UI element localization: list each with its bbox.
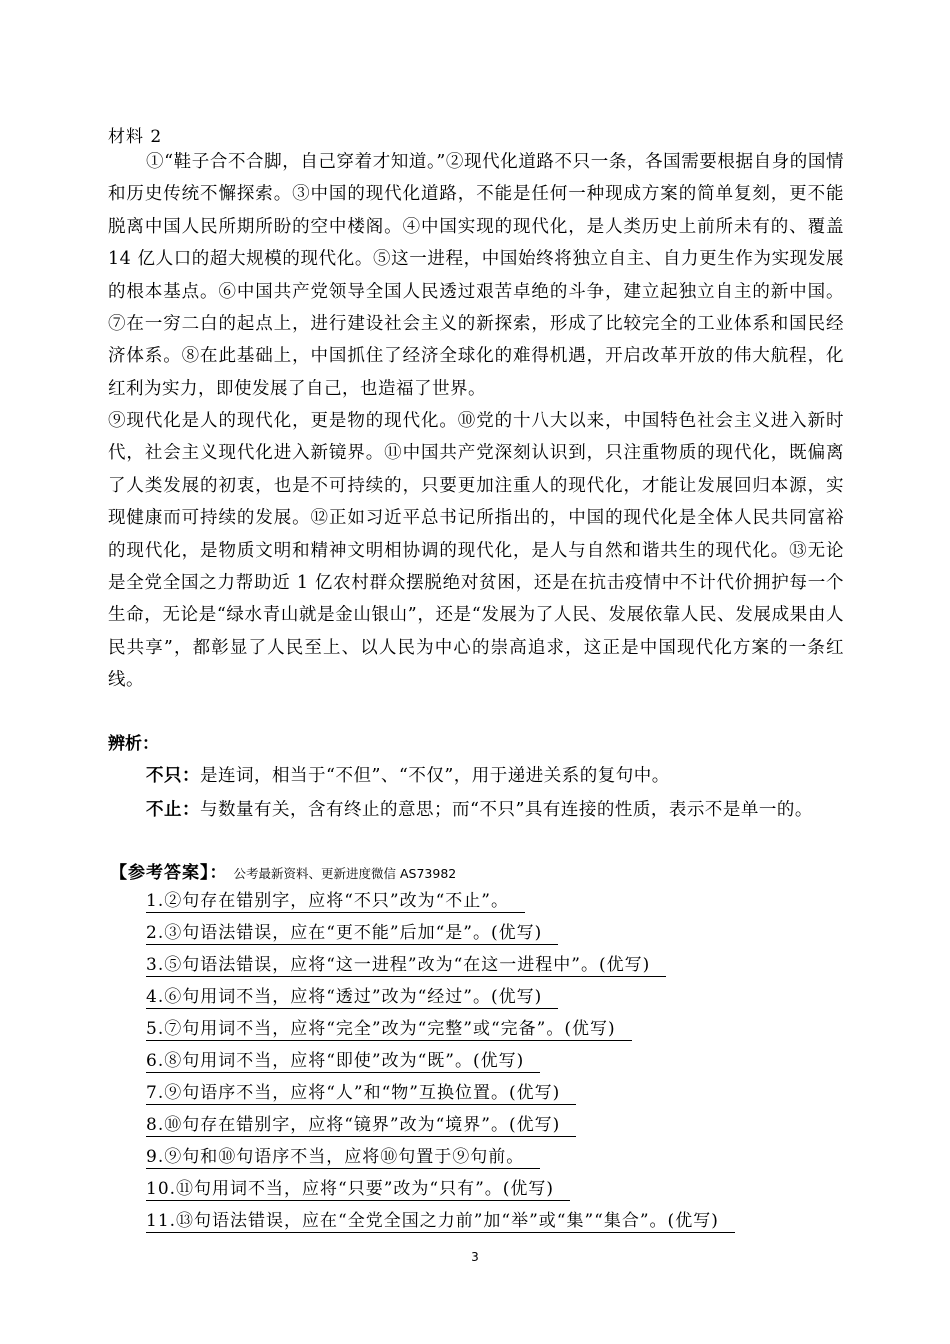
answers-title: 【参考答案】： bbox=[110, 863, 228, 883]
term-buzhi-stop: 不止： bbox=[146, 800, 200, 820]
answer-item: 4.⑥句用词不当，应将“透过”改为“经过”。(优写) bbox=[146, 984, 735, 1016]
answers-header bbox=[110, 858, 456, 883]
definition-buzhi-stop: 与数量有关，含有终止的意思；而“不只”具有连接的性质，表示不是单一的。 bbox=[200, 800, 813, 820]
analysis-definition-2 bbox=[146, 796, 813, 821]
answers-list bbox=[146, 888, 735, 1240]
material-paragraph-1: ①“鞋子合不合脚，自己穿着才知道。”②现代化道路不只一条，各国需要根据自身的国情和历史传统不懈探索。③中国的现代化道路，不能是任何一种现成方案的简单复刻，更不能脱离中国人民所期所盼的空中楼阁。④中国实现的现代化，是人类历史上前所未有的、覆盖 14 亿人口的超大规模的现代化。⑤这一进程，中国始终将独立自主、自力更生作为实现发展的根本基点。⑥中国共产党领导全国人民透过艰苦卓绝的斗争，建立起独立自主的新中国。⑦在一穷二白的起点上，进行建设社会主义的新探索，形成了比较完全的工业体系和国民经济体系。⑧在此基础上，中国抓住了经济全球化的难得机遇，开启改革开放的伟大航程，化红利为实力，即使发展了自己，也造福了世界。 bbox=[108, 152, 844, 399]
answer-item: 1.②句存在错别字，应将“不只”改为“不止”。 bbox=[146, 888, 735, 920]
material-heading: 材料 2 bbox=[108, 127, 163, 147]
answer-item: 8.⑩句存在错别字，应将“镜界”改为“境界”。(优写) bbox=[146, 1112, 735, 1144]
material-paragraph-2: ⑨现代化是人的现代化，更是物的现代化。⑩党的十八大以来，中国特色社会主义进入新时代，社会主义现代化进入新镜界。⑪中国共产党深刻认识到，只注重物质的现代化，既偏离了人类发展的初衷，也是不可持续的，只要更加注重人的现代化，才能让发展回归本源，实现健康而可持续的发展。⑫正如习近平总书记所指出的，中国的现代化是全体人民共同富裕的现代化，是物质文明和精神文明相协调的现代化，是人与自然和谐共生的现代化。⑬无论是全党全国之力帮助近 1 亿农村群众摆脱绝对贫困，还是在抗击疫情中不计代价拥护每一个生命，无论是“绿水青山就是金山银山”，还是“发展为了人民、发展依靠人民、发展成果由人民共享”，都彰显了人民至上、以人民为中心的崇高追求，这正是中国现代化方案的一条红线。 bbox=[108, 411, 844, 691]
definition-buzhi: 是连词，相当于“不但”、“不仅”，用于递进关系的复句中。 bbox=[200, 766, 670, 786]
answer-item: 9.⑨句和⑩句语序不当，应将⑩句置于⑨句前。 bbox=[146, 1144, 735, 1176]
answer-item: 7.⑨句语序不当，应将“人”和“物”互换位置。(优写) bbox=[146, 1080, 735, 1112]
answer-item: 5.⑦句用词不当，应将“完全”改为“完整”或“完备”。(优写) bbox=[146, 1016, 735, 1048]
analysis-title: 辨析： bbox=[108, 734, 159, 754]
answer-item: 10.⑪句用词不当，应将“只要”改为“只有”。(优写) bbox=[146, 1176, 735, 1208]
answer-item: 2.③句语法错误，应在“更不能”后加“是”。(优写) bbox=[146, 920, 735, 952]
answer-item: 3.⑤句语法错误，应将“这一进程”改为“在这一进程中”。(优写) bbox=[146, 952, 735, 984]
page-number: 3 bbox=[471, 1250, 479, 1264]
answer-item: 11.⑬句语法错误，应在“全党全国之力前”加“举”或“集”“集合”。(优写) bbox=[146, 1208, 735, 1240]
answers-note: 公考最新资料、更新进度微信 AS73982 bbox=[233, 866, 457, 881]
analysis-definition-1 bbox=[146, 762, 670, 787]
answer-item: 6.⑧句用词不当，应将“即使”改为“既”。(优写) bbox=[146, 1048, 735, 1080]
term-buzhi: 不只： bbox=[146, 766, 200, 786]
